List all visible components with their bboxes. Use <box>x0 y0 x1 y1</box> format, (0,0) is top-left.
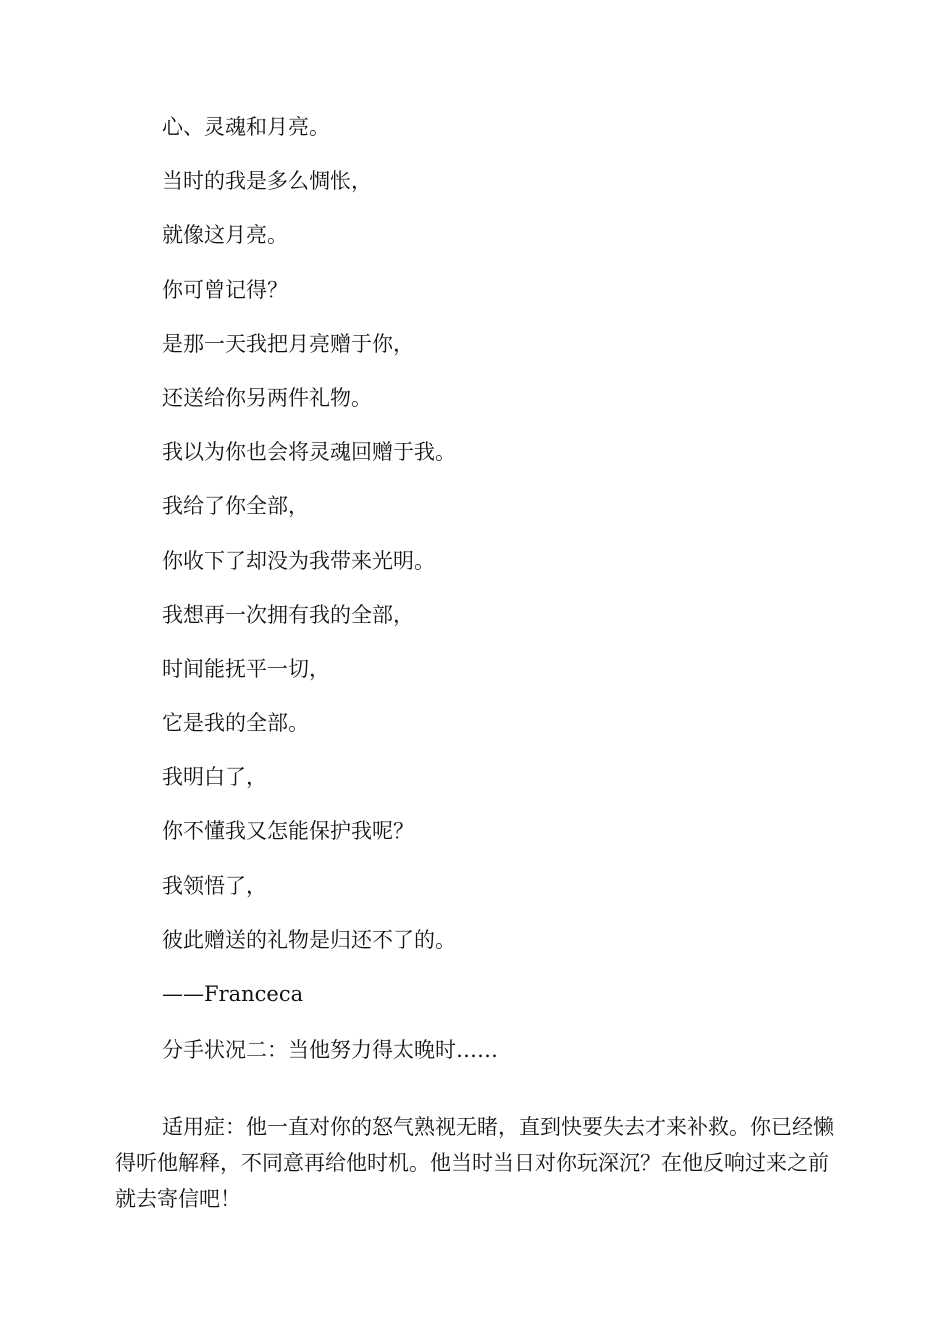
section-heading: 分手状况二：当他努力得太晚时…… <box>162 1038 498 1062</box>
poem-signature: ——Franceca <box>162 982 304 1006</box>
poem-line: 彼此赠送的礼物是归还不了的。 <box>162 927 456 952</box>
poem-line: 你可曾记得？ <box>162 277 288 302</box>
poem-line: 是那一天我把月亮赠于你， <box>162 331 414 356</box>
poem <box>162 112 862 1033</box>
poem-line: 我领悟了， <box>162 873 267 898</box>
poem-line: 我明白了， <box>162 765 267 790</box>
poem-line: 它是我的全部。 <box>162 711 309 736</box>
poem-line: 你收下了却没为我带来光明。 <box>162 548 435 573</box>
poem-line: 我给了你全部， <box>162 494 309 519</box>
body-paragraph: 适用症：他一直对你的怒气熟视无睹，直到快要失去才来补救。你已经懒得听他解释，不同意再给他时机。他当时当日对你玩深沉？在他反响过来之前就去寄信吧！ <box>115 1115 834 1211</box>
poem-line: 还送给你另两件礼物。 <box>162 385 372 410</box>
poem-line: 你不懂我又怎能保护我呢？ <box>162 819 414 844</box>
poem-line: 当时的我是多么惆怅， <box>162 169 372 194</box>
poem-line: 就像这月亮。 <box>162 223 288 248</box>
poem-line: 心、灵魂和月亮。 <box>162 115 330 139</box>
poem-line: 我以为你也会将灵魂回赠于我。 <box>162 440 456 465</box>
poem-line: 时间能抚平一切， <box>162 656 330 681</box>
poem-line: 我想再一次拥有我的全部， <box>162 602 414 627</box>
